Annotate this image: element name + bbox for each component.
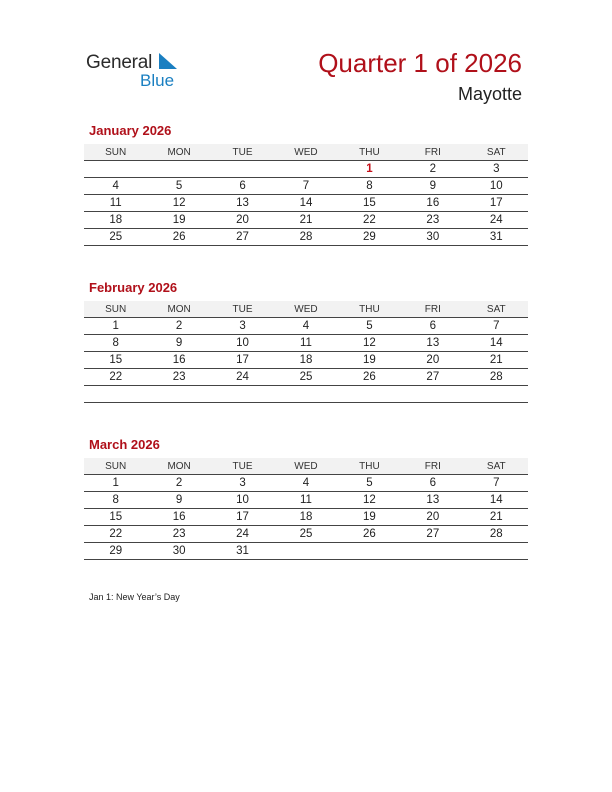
week-row [84, 195, 528, 212]
empty-day-cell [465, 543, 528, 560]
logo-general-text: General [86, 52, 153, 73]
day-cell: 16 [147, 352, 210, 369]
day-cell: 3 [211, 318, 274, 335]
day-cell: 2 [401, 161, 464, 178]
logo-blue-text: Blue [140, 71, 175, 90]
week-row [84, 492, 528, 509]
holiday-note: Jan 1: New Year’s Day [89, 592, 180, 602]
day-cell: 11 [274, 335, 337, 352]
day-cell: 7 [465, 318, 528, 335]
day-cell: 5 [147, 178, 210, 195]
day-cell: 17 [211, 352, 274, 369]
day-cell: 13 [401, 335, 464, 352]
day-cell: 1 [84, 475, 147, 492]
week-row [84, 526, 528, 543]
weekday-header-row [84, 301, 528, 318]
day-cell: 8 [84, 335, 147, 352]
country-name: Mayotte [457, 84, 522, 104]
day-cell: 21 [465, 352, 528, 369]
day-cell: 9 [147, 335, 210, 352]
day-cell: 31 [211, 543, 274, 560]
day-cell: 14 [274, 195, 337, 212]
weekday-label: THU [338, 144, 401, 161]
day-cell: 4 [274, 318, 337, 335]
day-cell: 15 [84, 352, 147, 369]
empty-day-cell [84, 386, 147, 403]
day-cell: 11 [84, 195, 147, 212]
empty-day-cell [274, 543, 337, 560]
weekday-label: FRI [401, 301, 464, 318]
day-cell: 23 [401, 212, 464, 229]
week-row [84, 161, 528, 178]
week-row [84, 543, 528, 560]
weekday-label: SAT [465, 458, 528, 475]
weekday-label: WED [274, 458, 337, 475]
day-cell: 9 [147, 492, 210, 509]
day-cell: 10 [211, 492, 274, 509]
weekday-header-row [84, 144, 528, 161]
day-cell: 18 [274, 352, 337, 369]
day-cell: 18 [274, 509, 337, 526]
flag-icon [159, 53, 177, 71]
weekday-label: TUE [211, 144, 274, 161]
weekday-label: SUN [84, 144, 147, 161]
day-cell: 17 [211, 509, 274, 526]
day-cell: 3 [465, 161, 528, 178]
empty-day-cell [401, 543, 464, 560]
day-cell: 20 [401, 352, 464, 369]
day-cell: 22 [84, 526, 147, 543]
empty-day-cell [211, 386, 274, 403]
weekday-label: MON [147, 144, 210, 161]
month-title: January 2026 [89, 123, 172, 138]
weekday-label: MON [147, 458, 210, 475]
week-row [84, 475, 528, 492]
day-cell: 30 [401, 229, 464, 246]
empty-day-cell [147, 386, 210, 403]
weekday-label: FRI [401, 144, 464, 161]
day-cell: 6 [211, 178, 274, 195]
month-march [84, 437, 528, 560]
day-cell: 12 [147, 195, 210, 212]
weekday-label: WED [274, 301, 337, 318]
day-cell: 25 [84, 229, 147, 246]
day-cell: 13 [211, 195, 274, 212]
day-cell: 17 [465, 195, 528, 212]
day-cell: 5 [338, 475, 401, 492]
day-cell: 5 [338, 318, 401, 335]
calendar-table [84, 301, 528, 403]
day-cell: 28 [465, 526, 528, 543]
week-row [84, 318, 528, 335]
day-cell: 15 [338, 195, 401, 212]
day-cell: 22 [84, 369, 147, 386]
day-cell: 1 [338, 161, 401, 178]
empty-day-cell [84, 161, 147, 178]
calendar-table [84, 144, 528, 246]
day-cell: 24 [211, 526, 274, 543]
day-cell: 21 [274, 212, 337, 229]
weekday-label: FRI [401, 458, 464, 475]
day-cell: 27 [211, 229, 274, 246]
day-cell: 9 [401, 178, 464, 195]
day-cell: 23 [147, 369, 210, 386]
weekday-label: SUN [84, 458, 147, 475]
weekday-label: SAT [465, 144, 528, 161]
empty-day-cell [147, 161, 210, 178]
month-title: March 2026 [89, 437, 160, 452]
day-cell: 4 [274, 475, 337, 492]
day-cell: 29 [84, 543, 147, 560]
day-cell: 21 [465, 509, 528, 526]
day-cell: 12 [338, 492, 401, 509]
day-cell: 10 [211, 335, 274, 352]
day-cell: 6 [401, 475, 464, 492]
day-cell: 20 [401, 509, 464, 526]
day-cell: 6 [401, 318, 464, 335]
day-cell: 22 [338, 212, 401, 229]
month-title: February 2026 [89, 280, 178, 295]
day-cell: 29 [338, 229, 401, 246]
day-cell: 25 [274, 526, 337, 543]
day-cell: 16 [401, 195, 464, 212]
weekday-label: WED [274, 144, 337, 161]
weekday-label: MON [147, 301, 210, 318]
day-cell: 24 [465, 212, 528, 229]
day-cell: 16 [147, 509, 210, 526]
empty-day-cell [274, 161, 337, 178]
day-cell: 10 [465, 178, 528, 195]
weekday-label: THU [338, 301, 401, 318]
logo [86, 50, 206, 90]
day-cell: 28 [274, 229, 337, 246]
empty-day-cell [401, 386, 464, 403]
day-cell: 2 [147, 318, 210, 335]
day-cell: 4 [84, 178, 147, 195]
week-row [84, 386, 528, 403]
day-cell: 15 [84, 509, 147, 526]
weekday-label: TUE [211, 458, 274, 475]
weekday-label: TUE [211, 301, 274, 318]
holiday-notes [89, 592, 180, 602]
month-january [84, 123, 528, 246]
day-cell: 26 [147, 229, 210, 246]
week-row [84, 335, 528, 352]
page-title: Quarter 1 of 2026 [318, 48, 522, 78]
calendar-table [84, 458, 528, 560]
week-row [84, 212, 528, 229]
weekday-label: SUN [84, 301, 147, 318]
weekday-header-row [84, 458, 528, 475]
day-cell: 14 [465, 335, 528, 352]
day-cell: 19 [338, 352, 401, 369]
day-cell: 19 [147, 212, 210, 229]
day-cell: 12 [338, 335, 401, 352]
day-cell: 31 [465, 229, 528, 246]
day-cell: 14 [465, 492, 528, 509]
weekday-label: THU [338, 458, 401, 475]
empty-day-cell [211, 161, 274, 178]
day-cell: 20 [211, 212, 274, 229]
day-cell: 13 [401, 492, 464, 509]
empty-day-cell [338, 543, 401, 560]
day-cell: 26 [338, 369, 401, 386]
week-row [84, 369, 528, 386]
day-cell: 27 [401, 369, 464, 386]
week-row [84, 509, 528, 526]
day-cell: 3 [211, 475, 274, 492]
week-row [84, 352, 528, 369]
day-cell: 11 [274, 492, 337, 509]
day-cell: 19 [338, 509, 401, 526]
day-cell: 30 [147, 543, 210, 560]
empty-day-cell [465, 386, 528, 403]
day-cell: 7 [274, 178, 337, 195]
day-cell: 18 [84, 212, 147, 229]
day-cell: 25 [274, 369, 337, 386]
empty-day-cell [274, 386, 337, 403]
day-cell: 2 [147, 475, 210, 492]
day-cell: 26 [338, 526, 401, 543]
month-february [84, 280, 528, 403]
day-cell: 8 [84, 492, 147, 509]
week-row [84, 178, 528, 195]
day-cell: 7 [465, 475, 528, 492]
weekday-label: SAT [465, 301, 528, 318]
day-cell: 24 [211, 369, 274, 386]
day-cell: 1 [84, 318, 147, 335]
day-cell: 27 [401, 526, 464, 543]
day-cell: 23 [147, 526, 210, 543]
day-cell: 8 [338, 178, 401, 195]
empty-day-cell [338, 386, 401, 403]
day-cell: 28 [465, 369, 528, 386]
week-row [84, 229, 528, 246]
